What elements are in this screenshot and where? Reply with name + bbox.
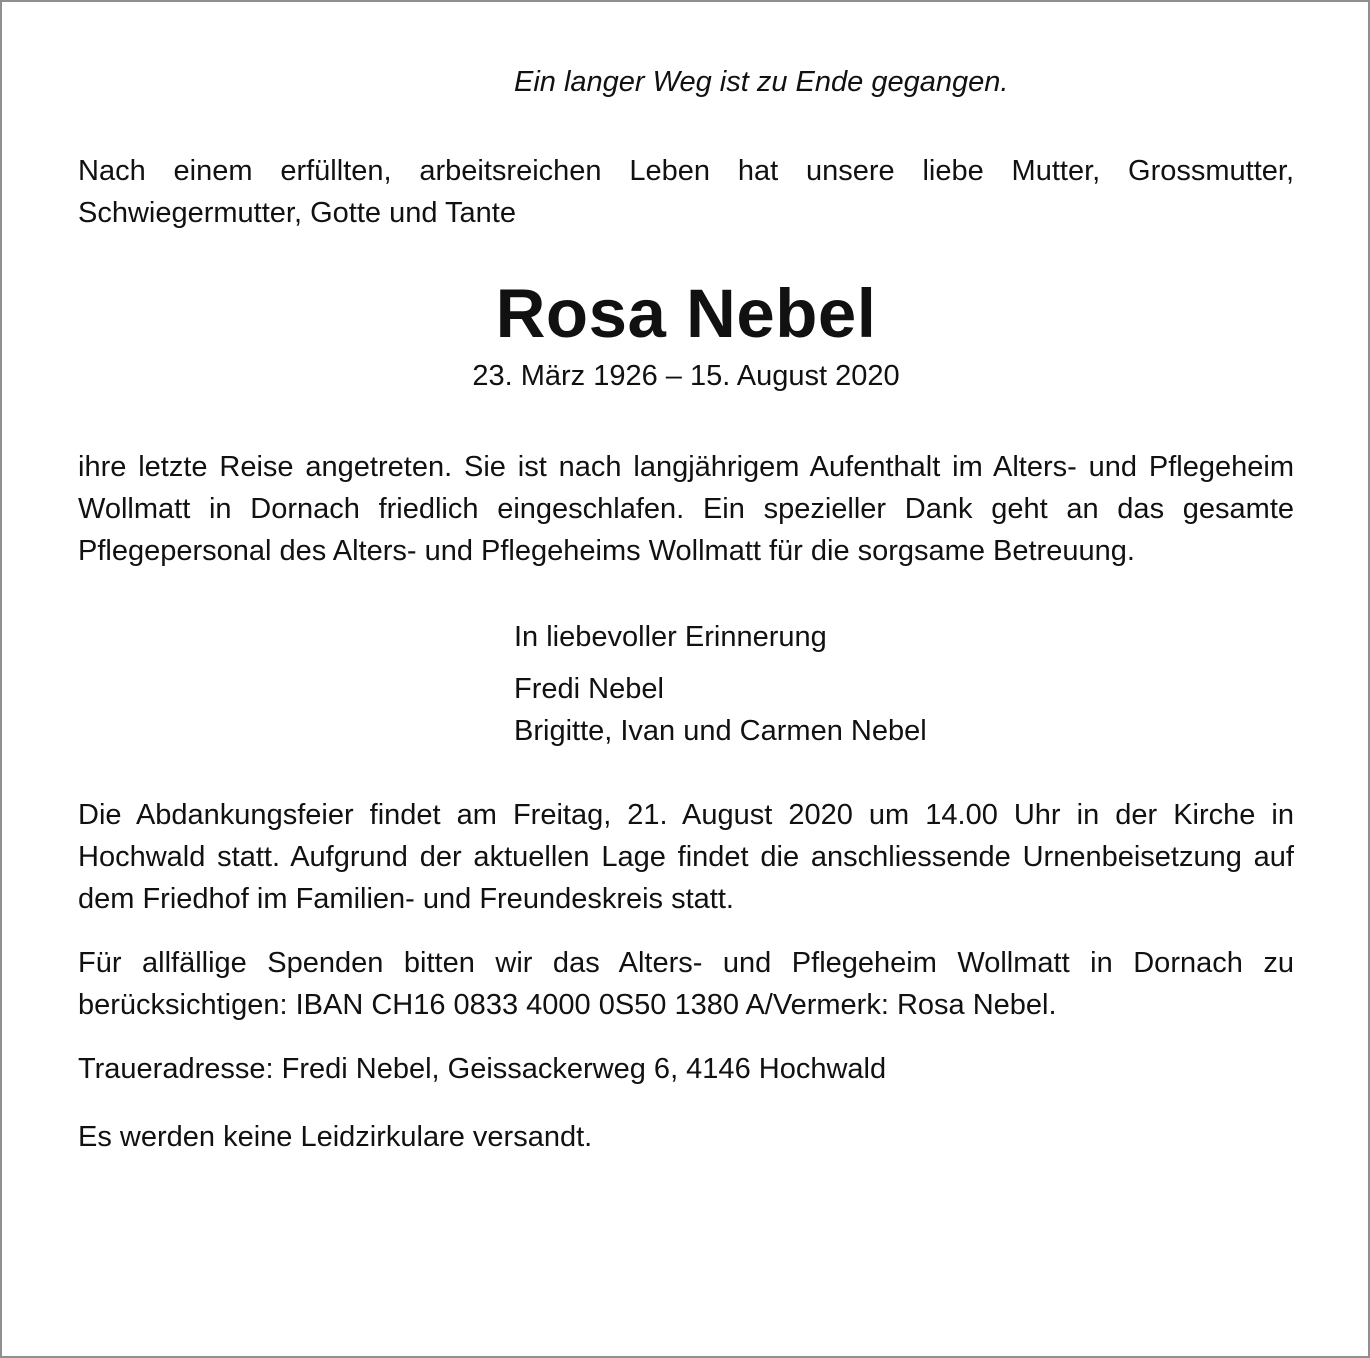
ceremony-paragraph: Die Abdankungsfeier findet am Freitag, 21. August 2020 um 14.00 Uhr in der Kirche in Hochwald statt. Aufgrund der aktuellen Lage findet die anschliessende Urnenbeisetzung auf dem Friedhof im Familien- und Freundeskreis statt. (78, 799, 1294, 915)
intro-paragraph: Nach einem erfüllten, arbeitsreichen Leben hat unsere liebe Mutter, Grossmutter, Schwiegermutter, Gotte und Tante (78, 155, 1294, 229)
deceased-name: Rosa Nebel (495, 275, 877, 352)
circulars-note: Es werden keine Leidzirkulare versandt. (78, 1121, 593, 1153)
closing-phrase: In liebevoller Erinnerung (514, 621, 827, 653)
signers-block (514, 668, 1294, 752)
donations-paragraph: Für allfällige Spenden bitten wir das Alters- und Pflegeheim Wollmatt in Dornach zu berücksichtigen: IBAN CH16 0833 4000 0S50 1380 A/Vermerk: Rosa Nebel. (78, 947, 1294, 1021)
motto: Ein langer Weg ist zu Ende gegangen. (514, 66, 1009, 98)
signer-line: Brigitte, Ivan und Carmen Nebel (514, 715, 927, 747)
signer-line: Fredi Nebel (514, 673, 664, 705)
mourning-address: Traueradresse: Fredi Nebel, Geissackerweg 6, 4146 Hochwald (78, 1053, 887, 1085)
life-dates: 23. März 1926 – 15. August 2020 (472, 360, 900, 392)
journey-paragraph: ihre letzte Reise angetreten. Sie ist nach langjährigem Aufenthalt im Alters- und Pflegeheim Wollmatt in Dornach friedlich eingeschlafen. Ein spezieller Dank geht an das gesamte Pflegepersonal des Alters- und Pflegeheims Wollmatt für die sorgsame Betreuung. (78, 451, 1294, 567)
